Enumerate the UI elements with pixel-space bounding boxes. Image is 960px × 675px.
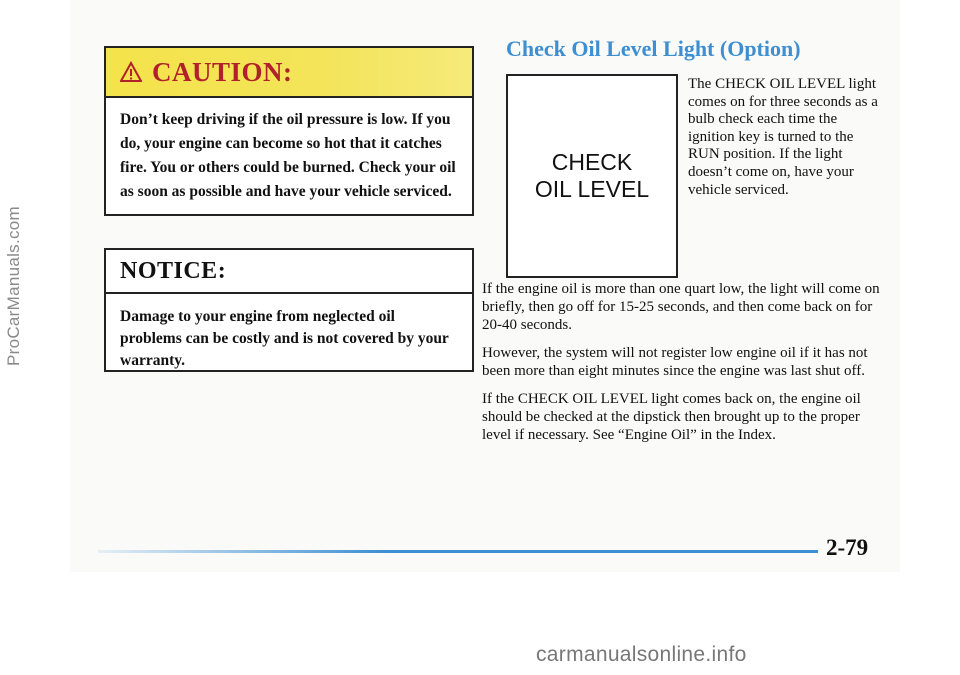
paragraph-3: If the CHECK OIL LEVEL light comes back on, the engine oil should be checked at the dipstick then brought up to the proper level if necessary. See “Engine Oil” in the Index. — [482, 391, 861, 443]
side-watermark — [4, 0, 24, 572]
indicator-line-1: CHECK — [551, 149, 633, 175]
bottom-watermark: carmanualsonline.info — [536, 643, 747, 666]
caution-title: CAUTION: — [152, 56, 293, 87]
warning-triangle-icon — [120, 61, 142, 83]
notice-title: NOTICE: — [120, 257, 227, 284]
notice-text: Damage to your engine from neglected oil problems can be costly and is not covered by your warranty. — [120, 308, 449, 369]
notice-header — [106, 250, 472, 294]
indicator-line-2: OIL LEVEL — [534, 176, 650, 202]
caution-header — [106, 48, 472, 98]
paragraph-2: However, the system will not register low engine oil if it has not been more than eight minutes since the engine was last shut off. — [482, 345, 868, 379]
side-watermark-text: ProCarManuals.com — [4, 205, 24, 367]
footer-rule — [98, 550, 818, 553]
body-paragraphs — [482, 280, 882, 454]
page-number: 2-79 — [826, 535, 869, 560]
paragraph-1: If the engine oil is more than one quart low, the light will come on briefly, then go off for 15-25 seconds, and then come back on for 20-40 seconds. — [482, 281, 880, 333]
check-oil-level-indicator — [506, 74, 678, 278]
caution-box — [104, 46, 474, 216]
indicator-description: The CHECK OIL LEVEL light comes on for three seconds as a bulb check each time the ignition key is turned to the RUN position. If the light doesn’t come on, have your vehicle serviced. — [688, 76, 878, 198]
notice-box — [104, 248, 474, 372]
section-title: Check Oil Level Light (Option) — [506, 36, 801, 61]
caution-text: Don’t keep driving if the oil pressure is low. If you do, your engine can become so hot that it catches fire. You or others could be burned. Check your oil as soon as possible and have your vehicle serviced. — [120, 111, 456, 200]
